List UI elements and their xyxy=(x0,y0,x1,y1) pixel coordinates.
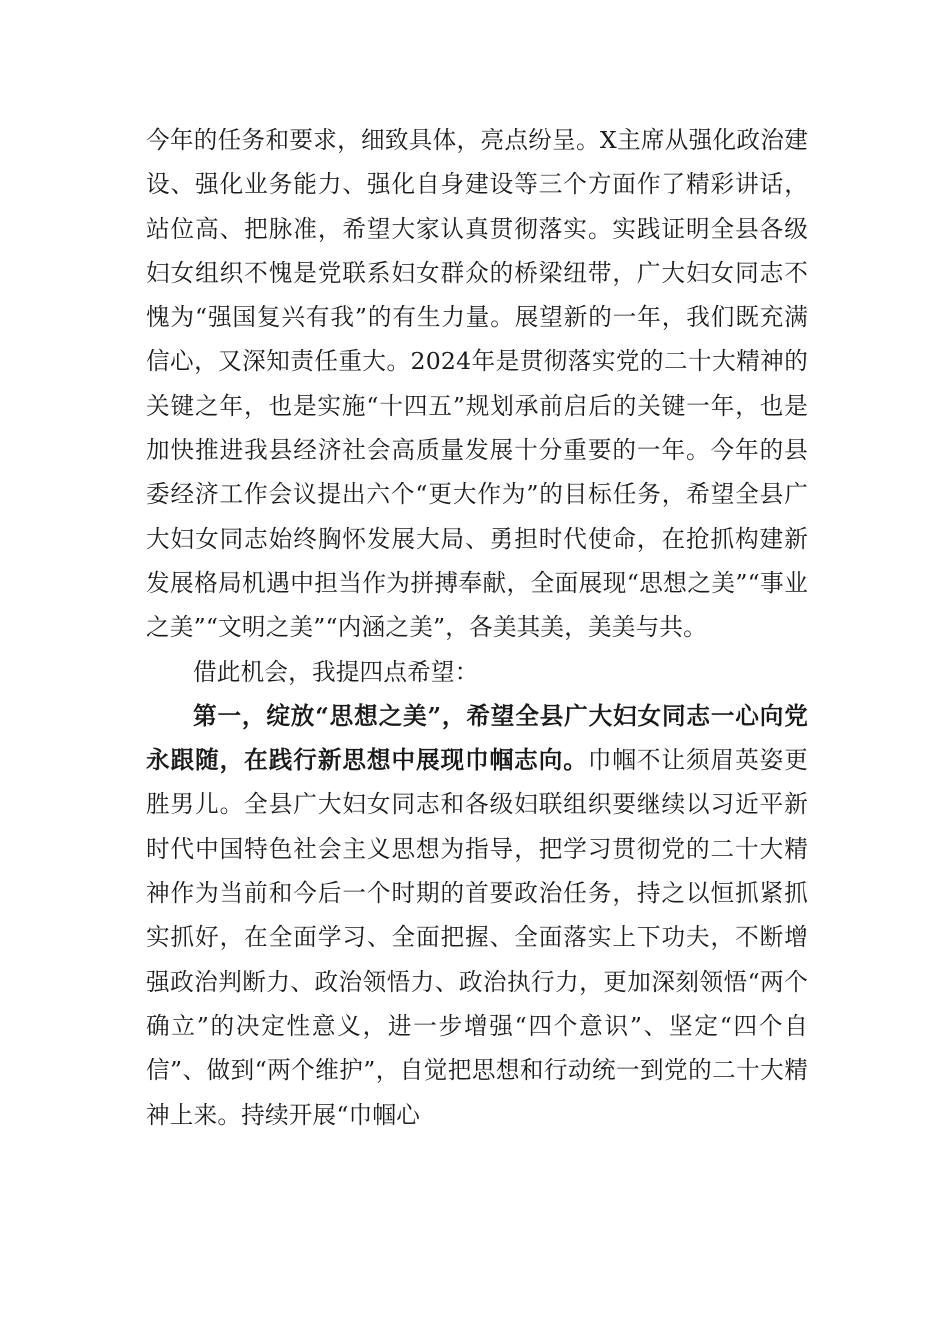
point-one-body: 巾帼不让须眉英姿更胜男儿。全县广大妇女同志和各级妇联组织要继续以习近平新时代中国特色社会主义思想为指导，把学习贯彻党的二十大精神作为当前和今后一个时期的首要政治任务，持之以恒抓紧抓实抓好，在全面学习、全面把握、全面落实上下功夫，不断增强政治判断力、政治领悟力、政治执行力，更加深刻领悟“两个确立”的决定性意义，进一步增强“四个意识”、坚定“四个自信”、做到“两个维护”，自觉把思想和行动统一到党的二十大精神上来。持续开展“巾帼心 xyxy=(146,746,808,1129)
paragraph-point-one xyxy=(146,694,808,1137)
point-one-heading: 第一，绽放“思想之美”，希望全县广大妇女同志一心向党永跟随，在践行新思想中展现巾帼志向。 xyxy=(146,701,808,775)
paragraph-intro: 借此机会，我提四点希望： xyxy=(193,657,479,686)
paragraph-continuation: 今年的任务和要求，细致具体，亮点纷呈。X主席从强化政治建设、强化业务能力、强化自身建设等三个方面作了精彩讲话，站位高、把脉准，希望大家认真贯彻落实。实践证明全县各级妇女组织不愧是党联系妇女群众的桥梁纽带，广大妇女同志不愧为“强国复兴有我”的有生力量。展望新的一年，我们既充满信心，又深知责任重大。2024年是贯彻落实党的二十大精神的关键之年，也是实施“十四五”规划承前启后的关键一年，也是加快推进我县经济社会高质量发展十分重要的一年。今年的县委经济工作会议提出六个“更大作为”的目标任务，希望全县广大妇女同志始终胸怀发展大局、勇担时代使命，在抢抓构建新发展格局机遇中担当作为拼搏奉献，全面展现“思想之美”“事业之美”“文明之美”“内涵之美”，各美其美，美美与共。 xyxy=(146,126,808,642)
document-body xyxy=(146,118,808,1137)
